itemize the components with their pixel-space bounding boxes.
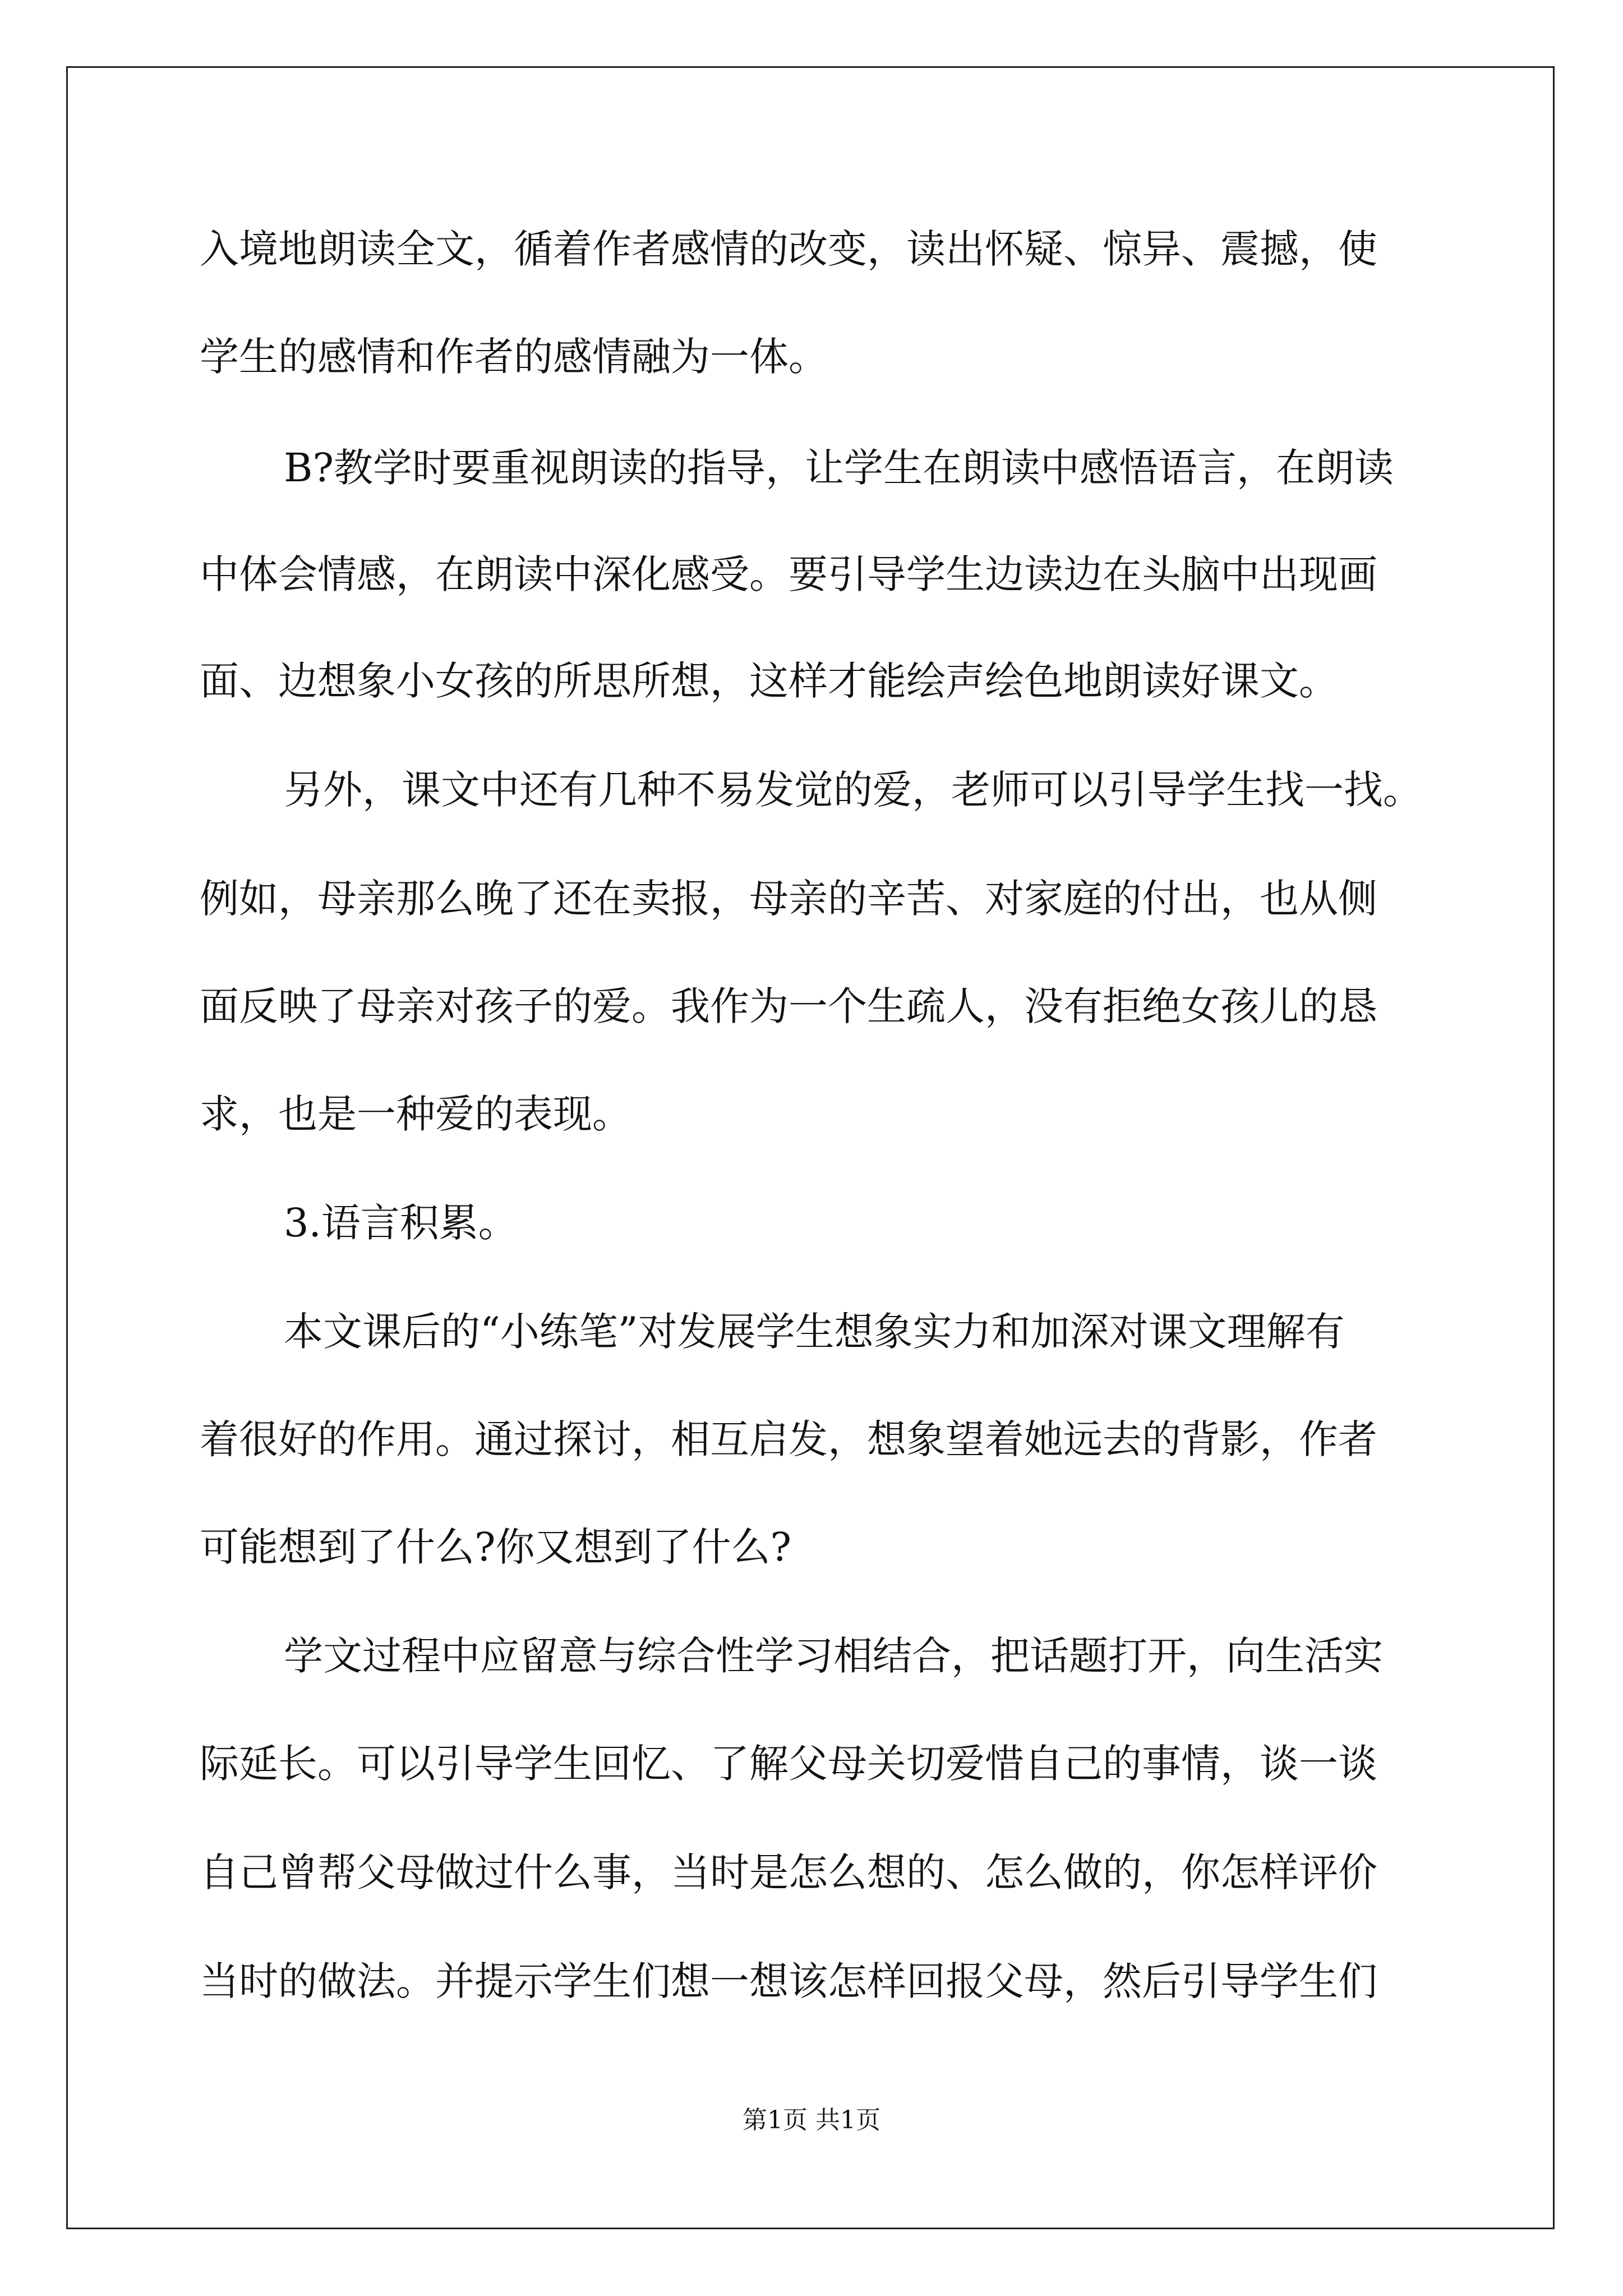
text-line: 学文过程中应留意与综合性学习相结合，把话题打开，向生活实 bbox=[284, 1633, 1383, 1679]
text-line: 中体会情感，在朗读中深化感受。要引导学生边读边在头脑中出现画 bbox=[200, 551, 1377, 597]
text-line: 面、边想象小女孩的所思所想，这样才能绘声绘色地朗读好课文。 bbox=[200, 658, 1338, 704]
text-line: 例如，母亲那么晚了还在卖报，母亲的辛苦、对家庭的付出，也从侧 bbox=[200, 876, 1377, 922]
text-line: 学生的感情和作者的感情融为一体。 bbox=[200, 334, 828, 380]
text-line: B?教学时要重视朗读的指导，让学生在朗读中感悟语言，在朗读 bbox=[284, 445, 1394, 491]
text-line: 另外，课文中还有几种不易发觉的爱，老师可以引导学生找一找。 bbox=[284, 767, 1422, 813]
page-border bbox=[66, 66, 1555, 2229]
page-footer: 第1页 共1页 bbox=[743, 2106, 880, 2134]
text-line: 3.语言积累。 bbox=[284, 1200, 518, 1246]
text-line: 自己曾帮父母做过什么事，当时是怎么想的、怎么做的，你怎样评价 bbox=[200, 1849, 1377, 1895]
text-line: 际延长。可以引导学生回忆、了解父母关切爱惜自己的事情，谈一谈 bbox=[200, 1741, 1377, 1787]
text-line: 着很好的作用。通过探讨，相互启发，想象望着她远去的背影，作者 bbox=[200, 1416, 1377, 1462]
text-line: 面反映了母亲对孩子的爱。我作为一个生疏人，没有拒绝女孩儿的恳 bbox=[200, 983, 1377, 1029]
text-line: 当时的做法。并提示学生们想一想该怎样回报父母，然后引导学生们 bbox=[200, 1958, 1377, 2004]
text-line: 入境地朗读全文，循着作者感情的改变，读出怀疑、惊异、震撼，使 bbox=[200, 226, 1377, 272]
text-line: 可能想到了什么?你又想到了什么? bbox=[200, 1524, 792, 1570]
text-line: 求，也是一种爱的表现。 bbox=[200, 1091, 631, 1137]
text-line: 本文课后的“小练笔”对发展学生想象实力和加深对课文理解有 bbox=[284, 1309, 1345, 1355]
